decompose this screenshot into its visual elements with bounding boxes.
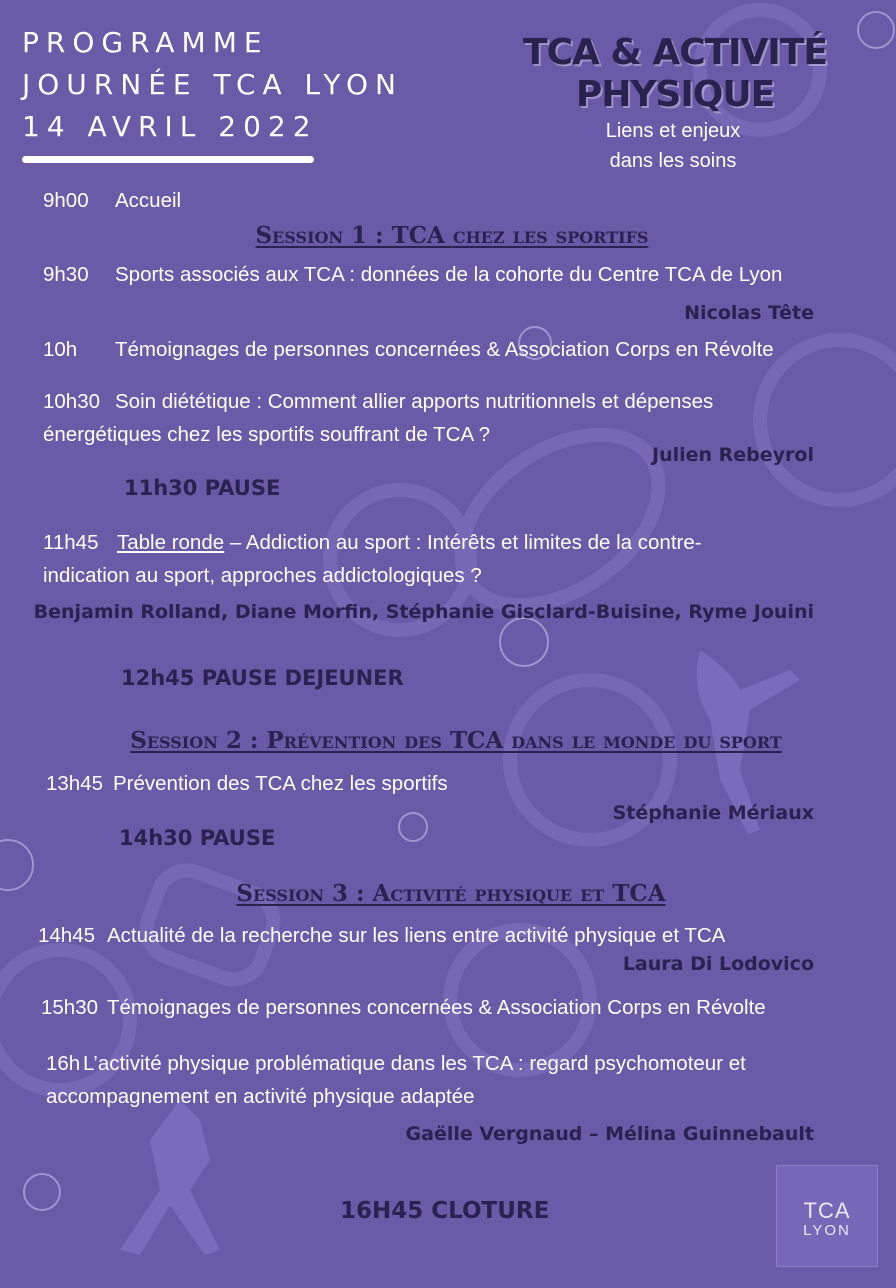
speakers-1145: Benjamin Rolland, Diane Morfin, Stéphanie Gisclard-Buisine, Ryme Jouini [33,601,814,623]
program-item-930 [43,263,782,287]
program-item-1145 [43,531,702,555]
subtitle-line2: dans les soins [609,150,737,172]
pause-1130: 11h30 PAUSE [124,476,281,500]
subtitle-line1: Liens et enjeux [605,120,741,142]
tennis-ball-icon [760,340,896,500]
program-item-10h [43,338,774,362]
item-time: 13h45 [46,772,104,795]
session-2-title: Session 2 : Prévention des TCA dans le monde du sport [130,727,782,754]
header-divider [22,156,314,163]
program-item-16h [46,1052,746,1076]
speaker-1445: Laura Di Lodovico [622,953,814,975]
program-item-1145-line2: indication au sport, approches addictologiques ? [43,564,482,587]
item-time: 11h45 [43,531,99,554]
item-label: Prévention des TCA chez les sportifs [113,772,448,795]
item-label: Témoignages de personnes concernées & Association Corps en Révolte [115,338,774,361]
program-item-1345 [46,772,448,796]
bubble-icon [858,12,894,48]
runner-silhouette-icon [120,1100,220,1255]
item-label-line1: – Addiction au sport : Intérêts et limites de la contre- [224,531,702,554]
pause-1430: 14h30 PAUSE [119,826,276,850]
item-time: 10h30 [43,390,101,413]
table-ronde-tag: Table ronde [117,531,225,554]
item-time: 16h [46,1052,81,1075]
item-label: Témoignages de personnes concernées & Association Corps en Révolte [107,996,766,1019]
item-time: 9h00 [43,189,89,212]
session-1-title: Session 1 : TCA chez les sportifs [255,222,649,249]
item-label: Accueil [115,189,182,212]
bubble-icon [399,813,427,841]
title-line2: PHYSIQUE [575,74,775,115]
item-time: 14h45 [38,924,96,947]
program-item-1030-line2: énergétiques chez les sportifs souffrant de TCA ? [43,423,491,446]
logo-line2: LYON [803,1222,851,1239]
speaker-1030: Julien Rebeyrol [652,444,814,466]
program-item-accueil [43,189,181,213]
item-time: 9h30 [43,263,89,286]
bubble-icon [24,1174,60,1210]
item-time: 15h30 [41,996,99,1019]
item-label: Sports associés aux TCA : données de la cohorte du Centre TCA de Lyon [115,263,783,286]
header-date: 14 AVRIL 2022 [22,110,318,143]
logo-line1: TCA [803,1198,851,1223]
item-label: Actualité de la recherche sur les liens entre activité physique et TCA [107,924,726,947]
pause-1245: 12h45 PAUSE DEJEUNER [121,666,404,690]
program-item-1445 [38,924,725,948]
session-3-title: Session 3 : Activité physique et TCA [236,880,666,907]
cloture: 16H45 CLOTURE [340,1198,550,1224]
bubble-icon [500,618,548,666]
program-item-1030 [43,390,713,414]
title-line1: TCA & ACTIVITÉ [523,32,827,73]
item-label-line1: L’activité physique problématique dans les TCA : regard psychomoteur et [83,1052,746,1075]
header-programme: PROGRAMME [22,26,269,59]
item-label-line1: Soin diététique : Comment allier apports nutritionnels et dépenses [115,390,714,413]
header-event-name: JOURNÉE TCA LYON [22,68,403,101]
item-time: 10h [43,338,78,361]
tca-lyon-logo [776,1165,878,1267]
speakers-16h: Gaëlle Vergnaud – Mélina Guinnebault [405,1123,814,1145]
program-item-16h-line2: accompagnement en activité physique adaptée [46,1085,475,1108]
speaker-930: Nicolas Tête [684,302,814,324]
program-item-1530 [41,996,766,1020]
speaker-1345: Stéphanie Mériaux [612,802,814,824]
